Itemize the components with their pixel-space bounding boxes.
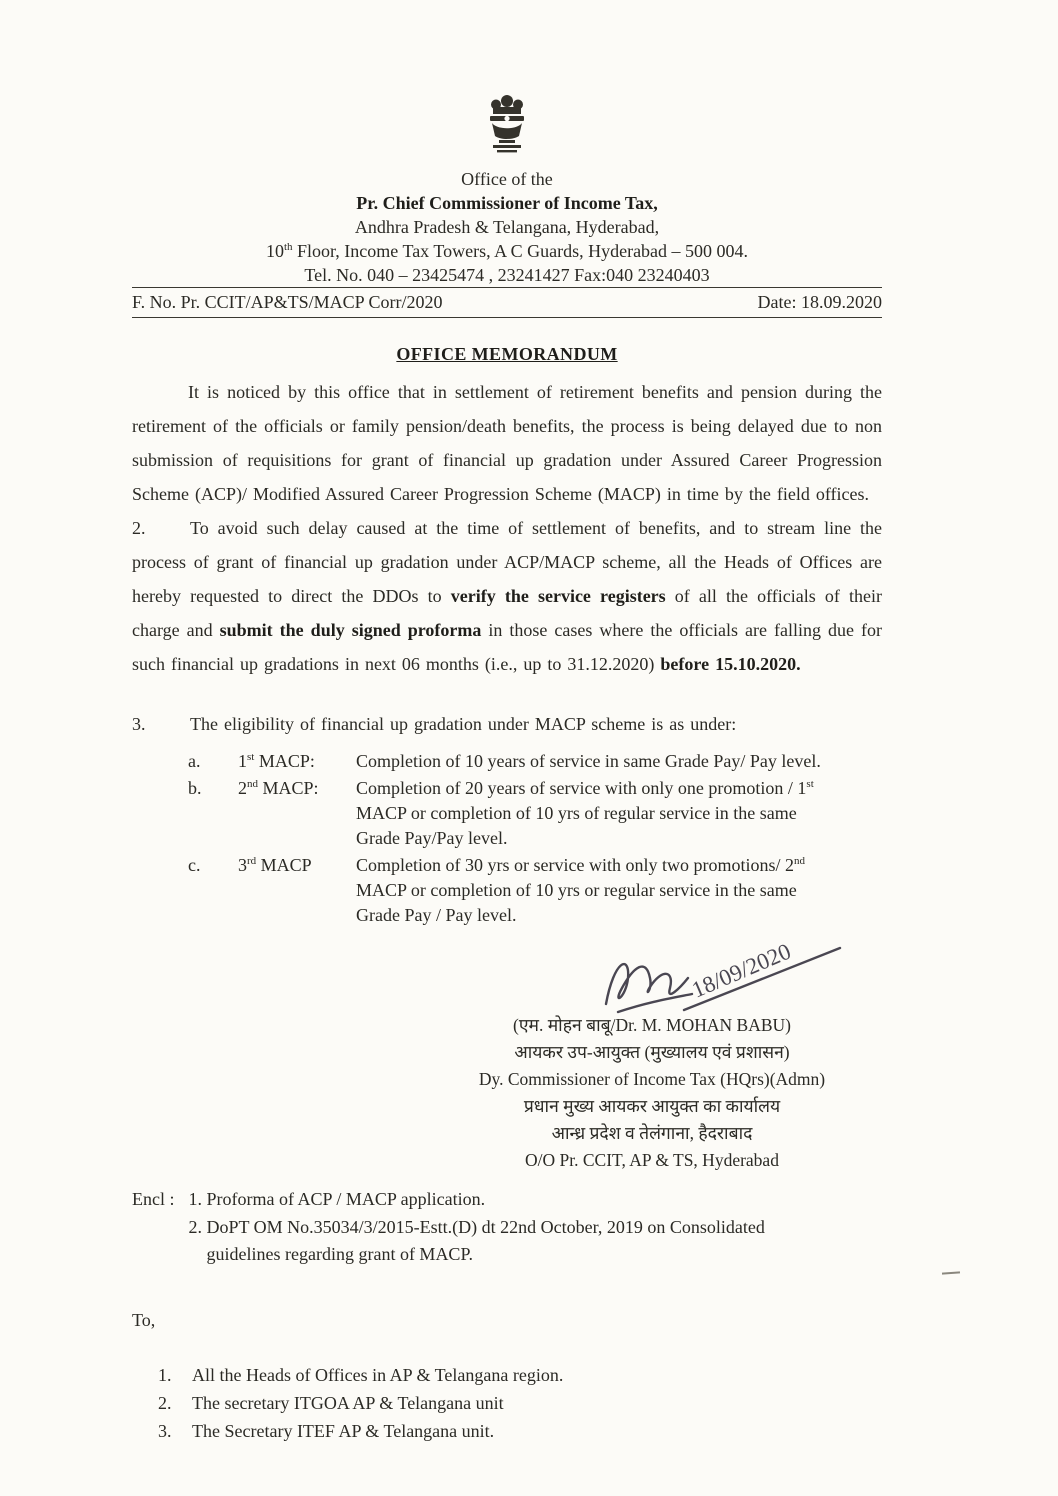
recipient-number: 2. — [158, 1393, 172, 1413]
eligibility-desc-sup: nd — [793, 855, 805, 867]
signatory-name: (एम. मोहन बाबू/Dr. M. MOHAN BABU) — [513, 1015, 791, 1035]
enclosure-item: 1. Proforma of ACP / MACP application. — [188, 1189, 486, 1209]
eligibility-desc — [356, 853, 834, 928]
recipient-item — [158, 1361, 882, 1389]
eligibility-label — [238, 776, 356, 851]
national-emblem-icon — [480, 92, 534, 156]
signatory-office: O/O Pr. CCIT, AP & TS, Hyderabad — [525, 1150, 779, 1170]
eligibility-row-c — [188, 853, 882, 928]
address-rest: Floor, Income Tax Towers, A C Guards, Hyderabad – 500 004. — [292, 241, 749, 261]
document-date: Date: 18.09.2020 — [757, 292, 882, 312]
eligibility-desc-post: MACP or completion of 10 yrs of regular service in the same Grade Pay/Pay level. — [356, 803, 797, 848]
scan-artifact — [942, 1271, 960, 1274]
recipient-item — [158, 1417, 882, 1445]
eligibility-row-b — [188, 776, 882, 851]
signature-block — [432, 932, 872, 1174]
eligibility-label-rest: MACP: — [258, 778, 319, 798]
para-2-bold-verify: verify the service registers — [450, 586, 666, 606]
eligibility-desc — [356, 749, 834, 774]
department-name: Pr. Chief Commissioner of Income Tax, — [356, 193, 658, 213]
para-3-number: 3. — [132, 714, 146, 734]
eligibility-desc — [356, 776, 834, 851]
recipient-text: All the Heads of Offices in AP & Telangana region. — [192, 1365, 564, 1385]
para-3-text: The eligibility of financial up gradation under MACP scheme is as under: — [190, 714, 737, 734]
address-floor-number: 10 — [265, 241, 284, 261]
eligibility-label-rest: MACP: — [254, 751, 315, 771]
eligibility-label — [238, 749, 356, 774]
eligibility-label-rest: MACP — [256, 855, 312, 875]
address-floor-suffix: th — [283, 241, 293, 253]
eligibility-desc-pre: Completion of 20 years of service with only one promotion / 1 — [356, 778, 807, 798]
eligibility-letter: a. — [188, 751, 201, 771]
enclosure-item: 2. DoPT OM No.35034/3/2015-Estt.(D) dt 22nd October, 2019 on Consolidated guidelines regarding grant of MACP. — [188, 1217, 765, 1264]
eligibility-label-base: 3 — [238, 855, 247, 875]
address-line — [132, 239, 882, 263]
enclosures — [132, 1186, 882, 1269]
signatory-office-hindi-2: आन्ध्र प्रदेश व तेलंगाना, हैदराबाद — [551, 1123, 753, 1143]
eligibility-label-base: 1 — [238, 751, 247, 771]
handwritten-date: 18/09/2020 — [688, 938, 795, 1003]
signatory-office-hindi-1: प्रधान मुख्य आयकर आयुक्त का कार्यालय — [523, 1096, 781, 1116]
enclosure-items — [189, 1186, 809, 1269]
eligibility-desc-pre: Completion of 10 years of service in same Grade Pay/ Pay level. — [356, 751, 821, 771]
recipient-item — [158, 1389, 882, 1417]
letterhead — [132, 92, 882, 287]
para-2-bold-deadline: before 15.10.2020. — [660, 654, 801, 674]
para-2 — [132, 511, 882, 681]
para-2-number: 2. — [132, 518, 146, 538]
eligibility-desc-sup: st — [806, 778, 814, 790]
eligibility-letter: c. — [188, 855, 201, 875]
eligibility-label-sup: nd — [247, 778, 258, 790]
para-intro: It is noticed by this office that in settlement of retirement benefits and pension during the retirement of the officials or family pension/death benefits, the process is being delayed due to non submission of requisitions for grant of financial up gradation under Assured Career Progression Scheme (ACP)/ Modified Assured Career Progression Scheme (MACP) in time by the field offices. — [132, 382, 882, 504]
emblem-wrap — [132, 92, 882, 161]
eligibility-list — [188, 749, 882, 928]
eligibility-letter: b. — [188, 778, 202, 798]
para-2-text-a: To avoid such delay caused at the time of settlement of benefits, and to stream line the process of grant of financial up gradation under ACP/MACP scheme, all the Heads of Offices are hereby requested to direct the DDOs to — [132, 518, 882, 606]
eligibility-label-sup: rd — [247, 855, 257, 867]
para-3 — [132, 707, 882, 741]
recipient-number: 1. — [158, 1365, 172, 1385]
office-line: Office of the — [461, 169, 553, 189]
eligibility-label-base: 2 — [238, 778, 247, 798]
eligibility-label — [238, 853, 356, 928]
eligibility-row-a — [188, 749, 882, 774]
signatory-designation: Dy. Commissioner of Income Tax (HQrs)(Admn) — [478, 1069, 826, 1089]
para-2-text-c: in those cases where the officials are falling due for such financial up gradations in next 06 months (i.e., up to 31.12.2020) — [132, 620, 882, 674]
recipients-heading: To, — [132, 1310, 156, 1330]
divider-bottom — [132, 317, 882, 318]
recipient-text: The Secretary ITEF AP & Telangana unit. — [192, 1421, 495, 1441]
telephone-line: Tel. No. 040 – 23425474 , 23241427 Fax:040 23240403 — [304, 265, 710, 285]
eligibility-label-sup: st — [247, 751, 255, 763]
eligibility-desc-post: MACP or completion of 10 yrs or regular service in the same Grade Pay / Pay level. — [356, 880, 797, 925]
memo-title: OFFICE MEMORANDUM — [396, 344, 618, 364]
para-2-text-b: of all the officials of their charge and — [132, 586, 882, 640]
enclosures-label: Encl : — [132, 1189, 175, 1209]
signatory-designation-hindi: आयकर उप-आयुक्त (मुख्यालय एवं प्रशासन) — [514, 1042, 790, 1062]
para-2-bold-proforma: submit the duly signed proforma — [219, 620, 482, 640]
recipient-number: 3. — [158, 1421, 172, 1441]
recipients-list — [158, 1361, 882, 1445]
region-line: Andhra Pradesh & Telangana, Hyderabad, — [354, 217, 660, 237]
eligibility-desc-pre: Completion of 30 yrs or service with only two promotions/ 2 — [356, 855, 794, 875]
file-row — [132, 288, 882, 317]
recipient-text: The secretary ITGOA AP & Telangana unit — [192, 1393, 504, 1413]
file-number: F. No. Pr. CCIT/AP&TS/MACP Corr/2020 — [132, 292, 443, 312]
